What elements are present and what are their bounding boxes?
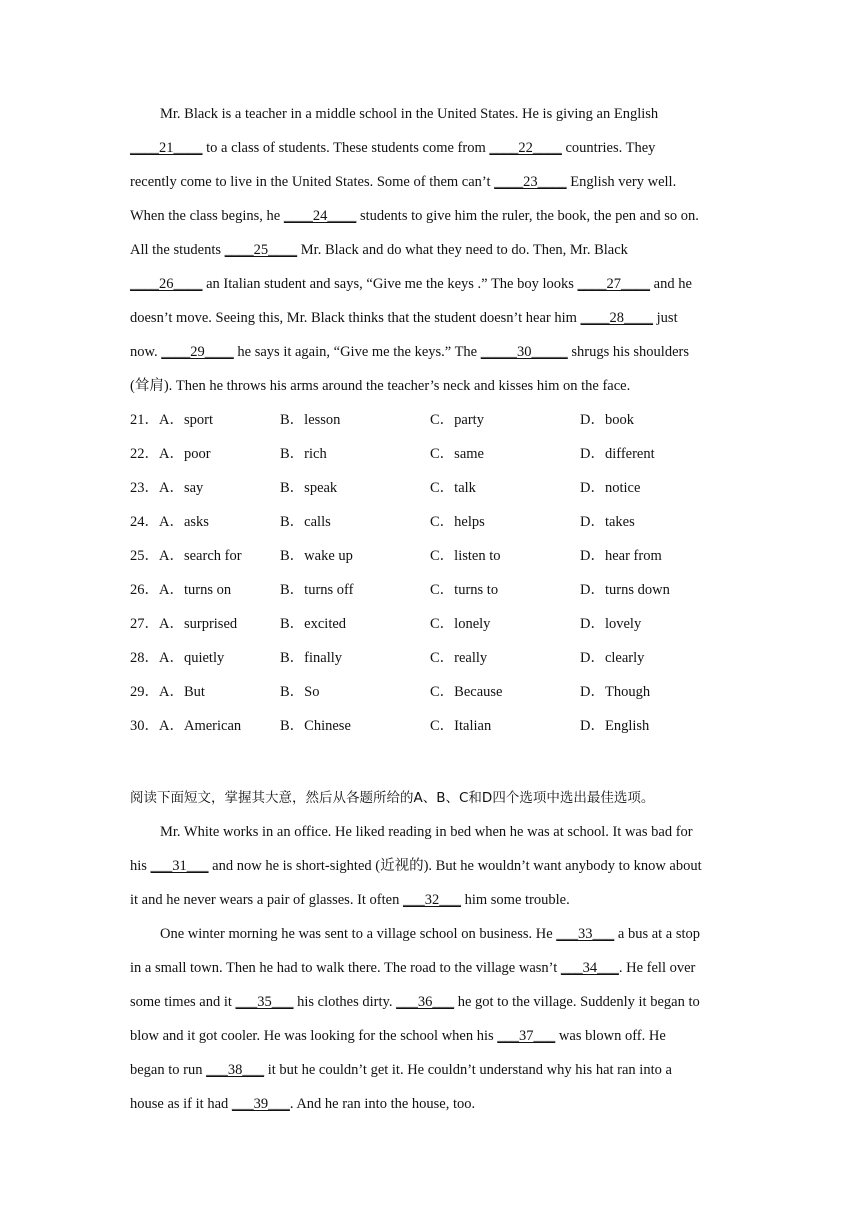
blank-28: ____28____ [580, 310, 654, 326]
option-a: 29．A．But [130, 684, 205, 700]
blank-36: ___36___ [396, 994, 455, 1010]
option-c: C．listen to [430, 548, 501, 564]
option-row [130, 716, 730, 736]
blank-30: _____30_____ [480, 344, 568, 360]
blank-39: ___39___ [231, 1096, 290, 1112]
passage-line: Mr. White works in an office. He liked reading in bed when he was at school. It was bad for [160, 824, 693, 840]
option-a: 26．A．turns on [130, 582, 232, 598]
option-b: B．turns off [280, 582, 354, 598]
option-d: D．turns down [580, 582, 670, 598]
passage-line: some times and it ___35___ his clothes dirty. ___36___ he got to the village. Suddenly it began to [130, 994, 700, 1010]
passage-line: Mr. Black is a teacher in a middle school in the United States. He is giving an English [160, 106, 659, 122]
blank-25: ____25____ [224, 242, 298, 258]
passage-line: it and he never wears a pair of glasses. It often ___32___ him some trouble. [130, 892, 570, 908]
passage-line: doesn’t move. Seeing this, Mr. Black thinks that the student doesn’t hear him ____28____ just [130, 310, 678, 326]
option-row [130, 682, 730, 702]
passage-line: ____26____ an Italian student and says, “Give me the keys .” The boy looks ____27____ and he [130, 276, 692, 292]
passage-line: in a small town. Then he had to walk there. The road to the village wasn’t ___34___. He fell over [130, 960, 696, 976]
option-d: D．lovely [580, 616, 642, 632]
passage-line: All the students ____25____ Mr. Black and do what they need to do. Then, Mr. Black [130, 242, 628, 258]
option-b: B．excited [280, 616, 347, 632]
passage-line: recently come to live in the United States. Some of them can’t ____23____ English very well. [130, 174, 677, 190]
option-d: D．Though [580, 684, 651, 700]
option-d: D．hear from [580, 548, 662, 564]
blank-23: ____23____ [494, 174, 567, 190]
option-c: C．same [430, 446, 484, 462]
option-d: D．different [580, 446, 655, 462]
passage-line: blow and it got cooler. He was looking for the school when his ___37___ was blown off. He [130, 1028, 666, 1044]
option-c: C．really [430, 650, 488, 666]
option-b: B．So [280, 684, 320, 700]
option-b: B．Chinese [280, 718, 351, 734]
option-b: B．finally [280, 650, 343, 666]
blank-24: ____24____ [283, 208, 357, 224]
blank-33: ___33___ [556, 926, 615, 942]
option-c: C．talk [430, 480, 476, 496]
option-row [130, 512, 730, 532]
blank-21: ____21____ [130, 140, 203, 156]
option-row [130, 648, 730, 668]
option-row [130, 580, 730, 600]
option-a: 27．A．surprised [130, 616, 238, 632]
option-c: C．Italian [430, 718, 492, 734]
blank-34: ___34___ [560, 960, 619, 976]
option-row [130, 478, 730, 498]
passage-line: One winter morning he was sent to a village school on business. He ___33___ a bus at a stop [160, 926, 701, 942]
passage-line: (耸肩). Then he throws his arms around the teacher’s neck and kisses him on the face. [130, 378, 631, 394]
option-c: C．helps [430, 514, 485, 530]
passage-line: now. ____29____ he says it again, “Give me the keys.” The _____30_____ shrugs his shoulders [130, 344, 689, 360]
passage-line: ____21____ to a class of students. These students come from ____22____ countries. They [130, 140, 656, 156]
option-d: D．book [580, 412, 634, 428]
blank-29: ____29____ [161, 344, 234, 360]
blank-27: ____27____ [577, 276, 651, 292]
option-a: 28．A．quietly [130, 650, 225, 666]
option-b: B．rich [280, 446, 327, 462]
option-c: C．Because [430, 684, 503, 700]
option-d: D．clearly [580, 650, 645, 666]
option-row [130, 614, 730, 634]
option-a: 25．A．search for [130, 548, 242, 564]
passage-line: began to run ___38___ it but he couldn’t get it. He couldn’t understand why his hat ran into a [130, 1062, 672, 1078]
passage-line: house as if it had ___39___. And he ran into the house, too. [130, 1096, 476, 1112]
blank-35: ___35___ [235, 994, 294, 1010]
option-a: 24．A．asks [130, 514, 209, 530]
option-row [130, 444, 730, 464]
option-c: C．turns to [430, 582, 499, 598]
blank-32: ___32___ [402, 892, 461, 908]
option-c: C．party [430, 412, 484, 428]
blank-31: ___31___ [150, 858, 209, 874]
blank-38: ___38___ [206, 1062, 265, 1078]
option-row [130, 546, 730, 566]
option-b: B．wake up [280, 548, 353, 564]
blank-22: ____22____ [489, 140, 562, 156]
option-d: D．English [580, 718, 650, 734]
option-d: D．notice [580, 480, 641, 496]
passage-line: his ___31___ and now he is short-sighted (近视的). But he wouldn’t want anybody to know about [130, 858, 702, 874]
option-a: 30．A．American [130, 718, 242, 734]
blank-37: ___37___ [497, 1028, 556, 1044]
section-instruction: 阅读下面短文，掌握其大意，然后从各题所给的A、B、C和D四个选项中选出最佳选项。 [130, 790, 655, 806]
passage-line: When the class begins, he ____24____ students to give him the ruler, the book, the pen and so on. [130, 208, 699, 224]
option-a: 22．A．poor [130, 446, 211, 462]
option-b: B．lesson [280, 412, 341, 428]
blank-26: ____26____ [130, 276, 203, 292]
option-a: 21．A．sport [130, 412, 213, 428]
option-c: C．lonely [430, 616, 491, 632]
option-row [130, 410, 730, 430]
option-d: D．takes [580, 514, 635, 530]
option-b: B．speak [280, 480, 338, 496]
option-a: 23．A．say [130, 480, 204, 496]
option-b: B．calls [280, 514, 331, 530]
